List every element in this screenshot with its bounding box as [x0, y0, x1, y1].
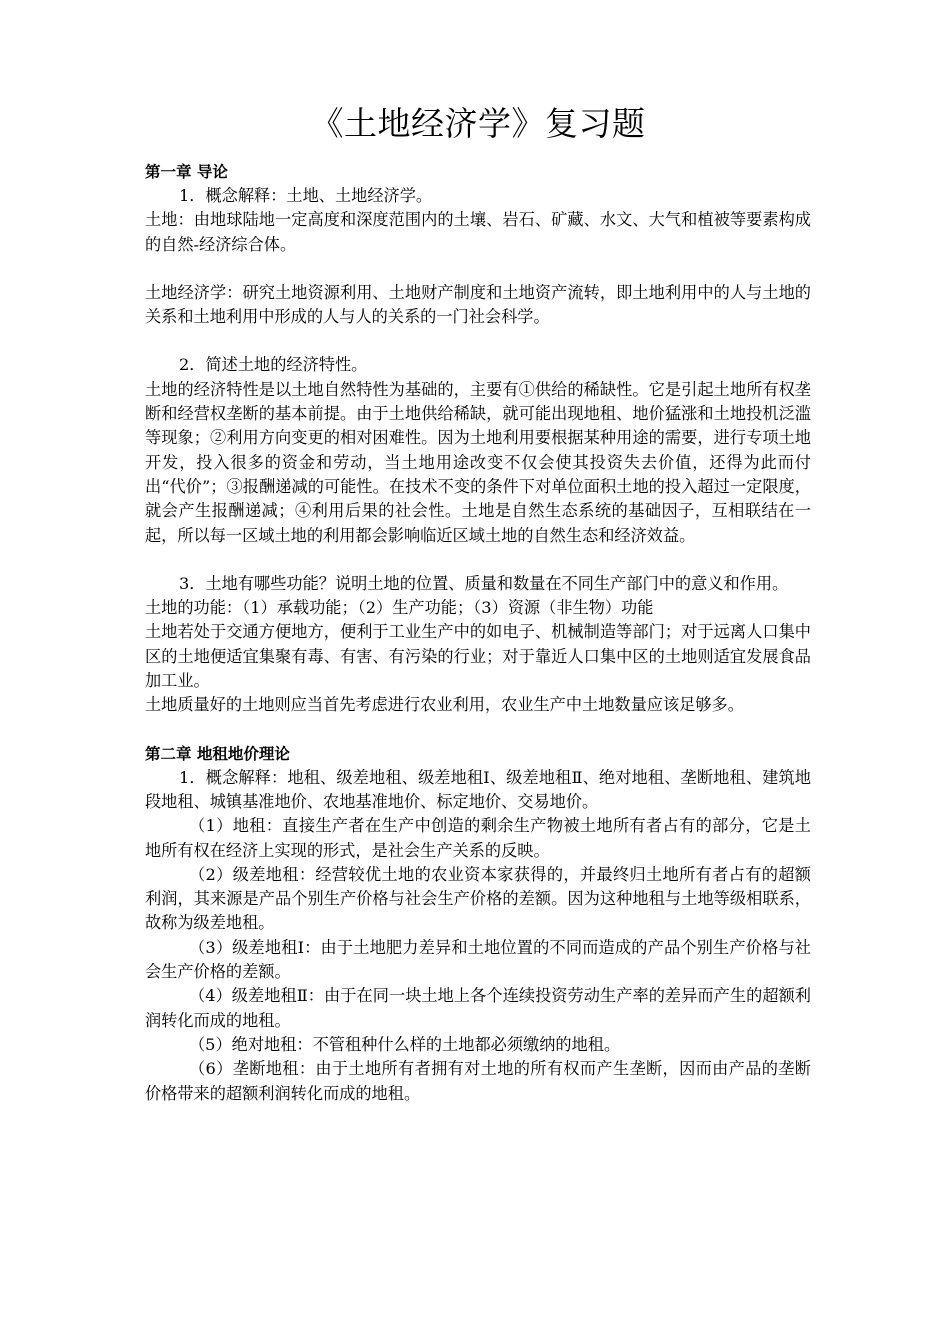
answer-land-location: 土地若处于交通方便地方，便利于工业生产中的如电子、机械制造等部门；对于远离人口集中区的土地便适宜集聚有毒、有害、有污染的行业；对于靠近人口集中区的土地则适宜发展食品加工业。 — [145, 622, 811, 691]
document-title: 《土地经济学》复习题 — [310, 104, 646, 143]
chapter-2 — [145, 742, 811, 1106]
definition-differential-rent-1: （3）级差地租Ⅰ：由于土地肥力差异和土地位置的不同而造成的产品个别生产价格与社会生产价格的差额。 — [145, 937, 811, 982]
definition-differential-rent: （2）级差地租：经营较优土地的农业资本家获得的，并最终归土地所有者占有的超额利润，其来源是产品个别生产价格与社会生产价格的差额。因为这种地租与土地等级相联系，故称为级差地租。 — [145, 864, 811, 933]
document-page — [145, 98, 811, 1106]
blank-line — [145, 257, 811, 281]
definition-monopoly-rent: （6）垄断地租：由于土地所有者拥有对土地的所有权而产生垄断，因而由产品的垄断价格带来的超额利润转化而成的地租。 — [145, 1059, 811, 1103]
question-2-1: 1．概念解释：地租、级差地租、级差地租Ⅰ、级差地租Ⅱ、绝对地租、垄断地租、建筑地段地租、城镇基准地价、农地基准地价、标定地价、交易地价。 — [145, 767, 811, 811]
chapter-1 — [145, 160, 811, 718]
answer-land-definition: 土地：由地球陆地一定高度和深度范围内的土壤、岩石、矿藏、水文、大气和植被等要素构成的自然-经济综合体。 — [145, 210, 811, 254]
blank-line — [145, 548, 811, 572]
definition-differential-rent-2: （4）级差地租Ⅱ：由于在同一块土地上各个连续投资劳动生产率的差异而产生的超额利润转化而成的地租。 — [145, 986, 811, 1030]
chapter-1-heading: 第一章 导论 — [145, 163, 228, 181]
chapter-2-heading: 第二章 地租地价理论 — [145, 744, 290, 763]
answer-land-economics-definition: 土地经济学：研究土地资源利用、土地财产制度和土地资产流转，即土地利用中的人与土地的关系和土地利用中形成的人与人的关系的一门社会科学。 — [145, 282, 811, 327]
blank-line — [145, 329, 811, 353]
answer-land-functions: 土地的功能：（1）承载功能；（2）生产功能；（3）资源（非生物）功能 — [145, 598, 654, 618]
question-1-3: 3．土地有哪些功能？说明土地的位置、质量和数量在不同生产部门中的意义和作用。 — [179, 573, 789, 593]
blank-line — [145, 718, 811, 742]
question-1-1: 1．概念解释：土地、土地经济学。 — [179, 186, 433, 205]
answer-land-quality: 土地质量好的土地则应当首先考虑进行农业利用，农业生产中土地数量应该足够多。 — [145, 695, 744, 715]
definition-absolute-rent: （5）绝对地租：不管租种什么样的土地都必须缴纳的地租。 — [189, 1034, 621, 1054]
question-1-2: 2．简述土地的经济特性。 — [179, 355, 368, 375]
answer-economic-characteristics: 土地的经济特性是以土地自然特性为基础的，主要有①供给的稀缺性。它是引起土地所有权垄断和经营权垄断的基本前提。由于土地供给稀缺，就可能出现地租、地价猛涨和土地投机泛滥等现象；②利用方向变更的相对困难性。因为土地利用要根据某种用途的需要，进行专项土地开发，投入很多的资金和劳动，当土地用途改变不仅会使其投资失去价值，还得为此而付出“代价”；③报酬递减的可能性。在技术不变的条件下对单位面积土地的投入超过一定限度，就会产生报酬递减；④利用后果的社会性。土地是自然生态系统的基础因子，互相联结在一起，所以每一区域土地的利用都会影响临近区域土地的自然生态和经济效益。 — [145, 379, 811, 545]
definition-rent: （1）地租：直接生产者在生产中创造的剩余生产物被土地所有者占有的部分，它是土地所有权在经济上实现的形式，是社会生产关系的反映。 — [145, 816, 811, 860]
